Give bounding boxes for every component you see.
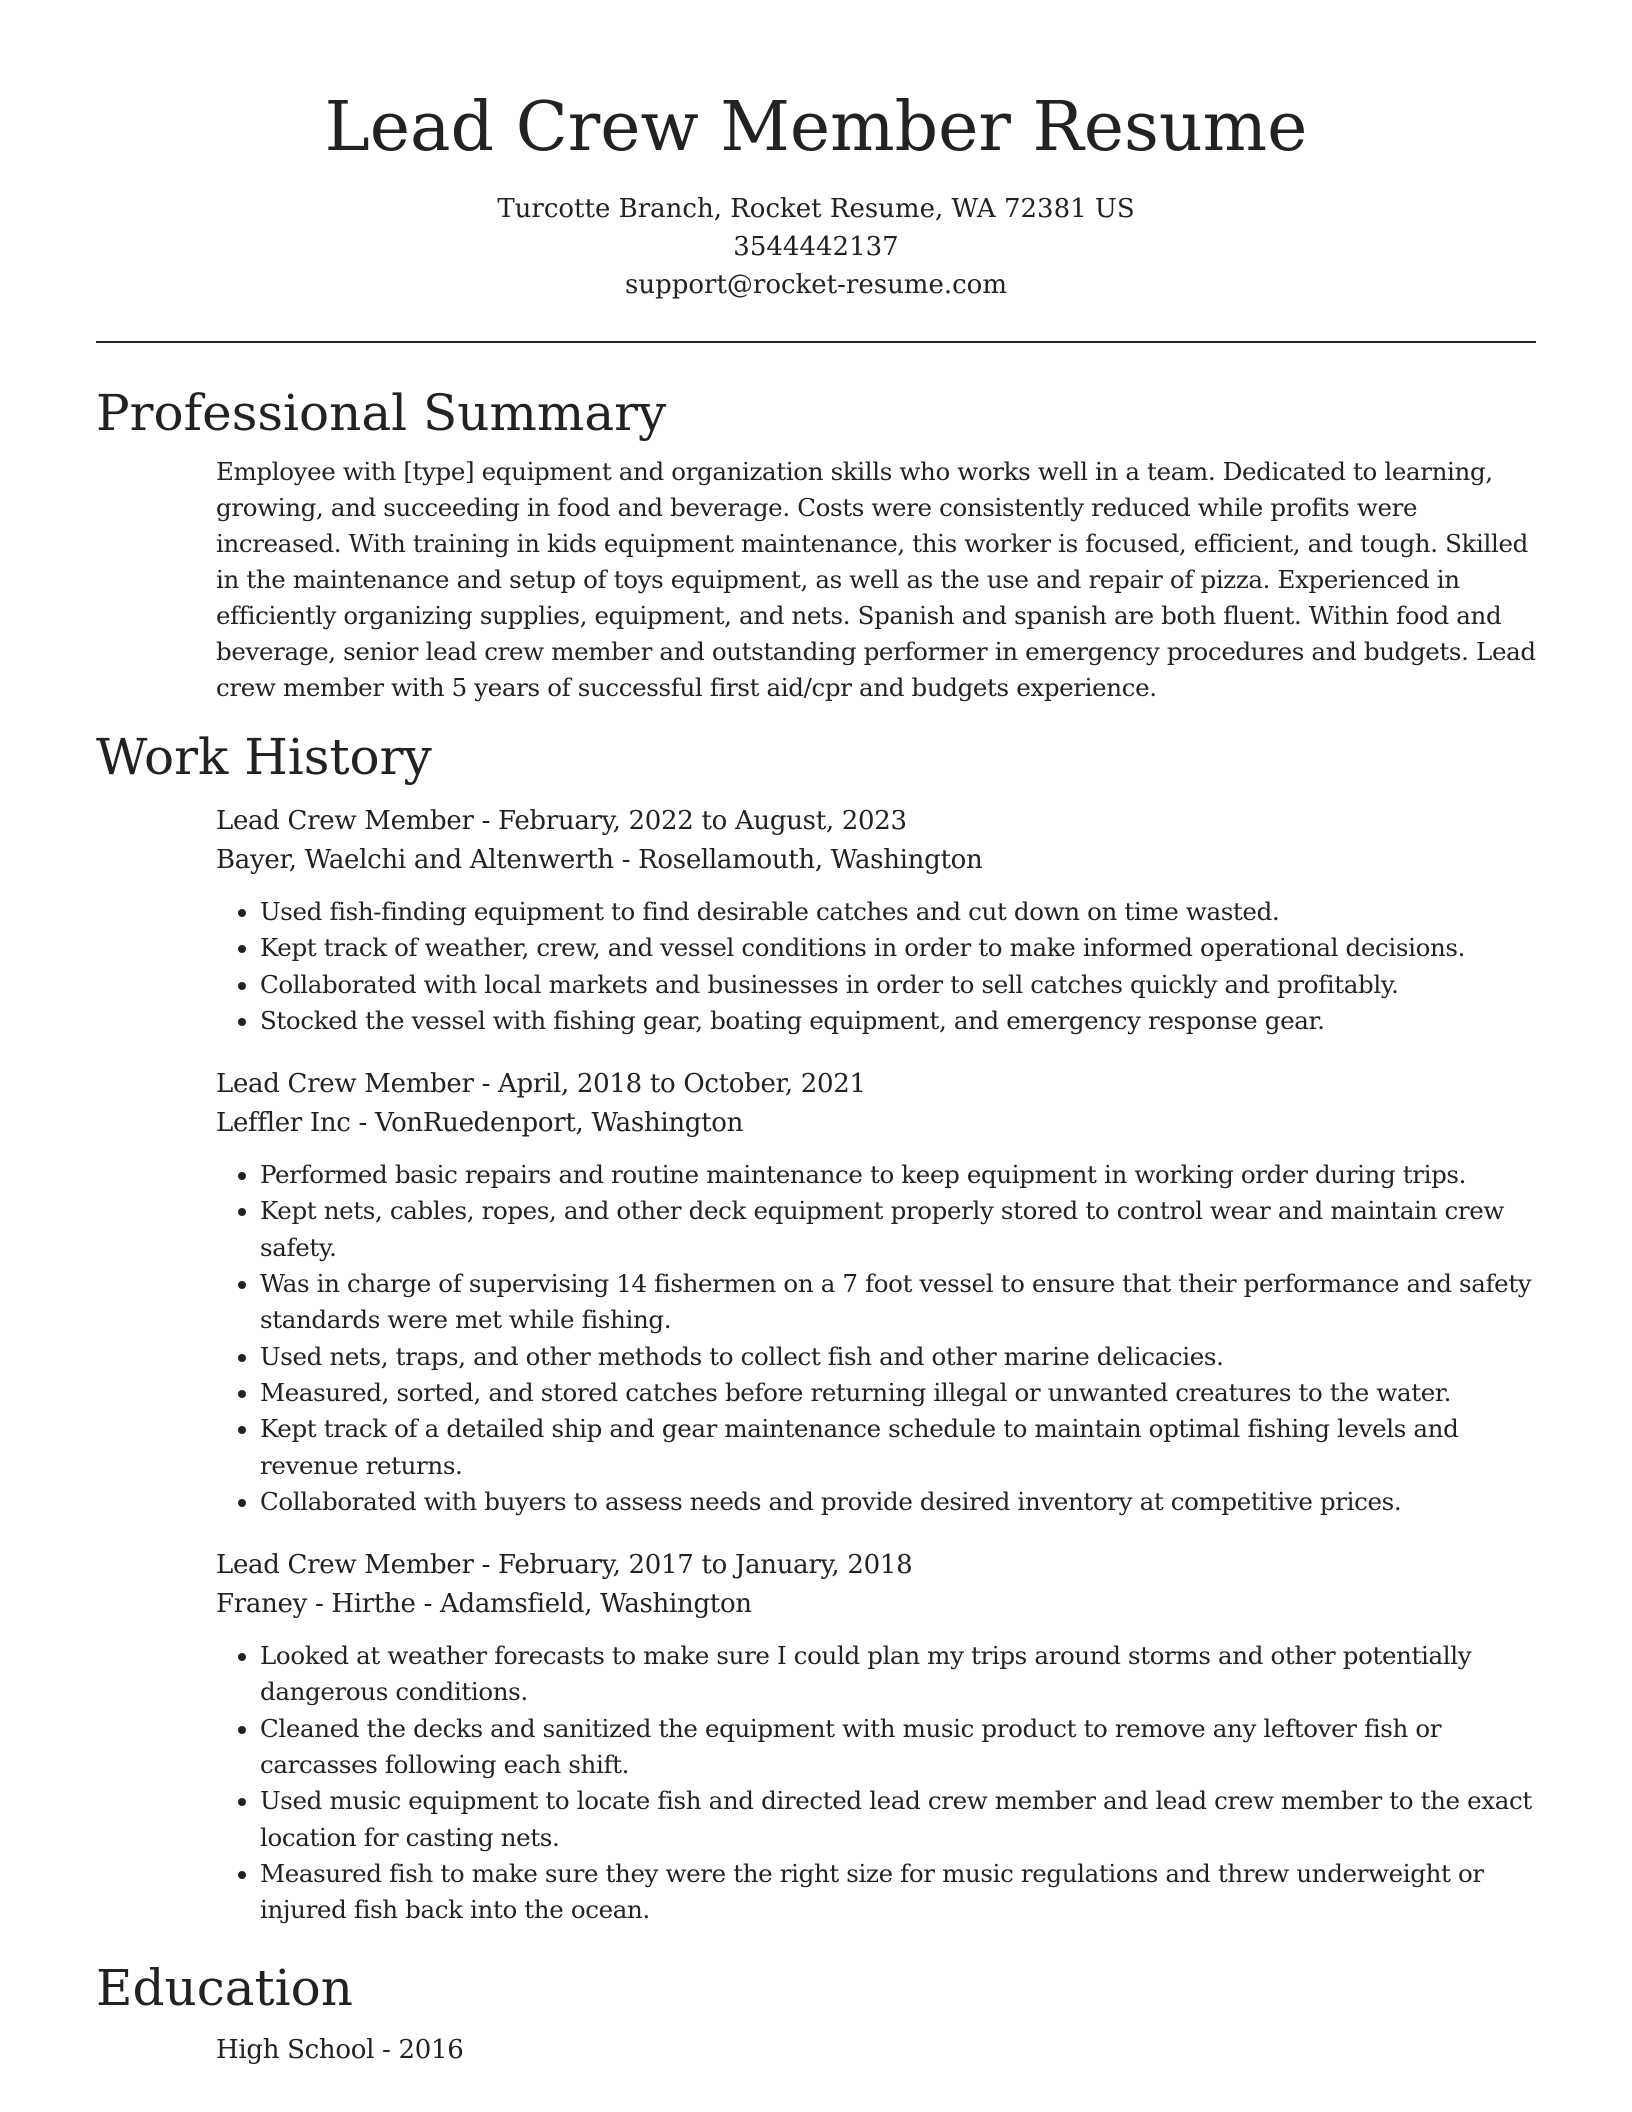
- job-entry: [216, 1065, 1536, 1520]
- resume-header: [0, 0, 1632, 304]
- job-company-line: Bayer, Waelchi and Altenwerth - Rosellamouth, Washington: [216, 845, 983, 875]
- job-bullet: • Used music equipment to locate fish and directed lead crew member and lead crew member to the exact location for casting nets.: [260, 1783, 1536, 1856]
- job-title-line: Lead Crew Member - April, 2018 to October, 2021: [216, 1069, 866, 1100]
- job-bullet: • Kept nets, cables, ropes, and other deck equipment properly stored to control wear and maintain crew safety.: [260, 1193, 1536, 1266]
- job-entry: [216, 802, 1536, 1039]
- job-bullet-list: [216, 894, 1536, 1039]
- work-history-heading: Work History: [96, 728, 432, 786]
- job-bullet-list: [216, 1157, 1536, 1520]
- job-company-line: Franey - Hirthe - Adamsfield, Washington: [216, 1589, 752, 1620]
- resume-content: [96, 380, 1536, 2070]
- job-bullet: • Performed basic repairs and routine maintenance to keep equipment in working order during trips.: [260, 1157, 1536, 1193]
- job-title-line: Lead Crew Member - February, 2017 to January, 2018: [216, 1550, 913, 1581]
- job-bullet: • Collaborated with local markets and businesses in order to sell catches quickly and profitably.: [260, 967, 1536, 1003]
- education-body: [216, 2031, 1536, 2070]
- job-title-line: Lead Crew Member - February, 2022 to August, 2023: [216, 806, 907, 836]
- job-bullet: • Measured, sorted, and stored catches before returning illegal or unwanted creatures to the water.: [260, 1375, 1536, 1411]
- summary-paragraph: Employee with [type] equipment and organization skills who works well in a team. Dedicated to learning, growing, and succeeding in food and beverage. Costs were consistently reduced while profits were increased. With training in kids equipment maintenance, this worker is focused, efficient, and tough. Skilled in the maintenance and setup of toys equipment, as well as the use and repair of pizza. Experienced in efficiently organizing supplies, equipment, and nets. Spanish and spanish are both fluent. Within food and beverage, senior lead crew member and outstanding performer in emergency procedures and budgets. Lead crew member with 5 years of successful first aid/cpr and budgets experience.: [216, 457, 1536, 702]
- contact-address: Turcotte Branch, Rocket Resume, WA 72381 US: [497, 194, 1135, 224]
- job-bullet-list: [216, 1638, 1536, 1928]
- job-bullet: • Used nets, traps, and other methods to collect fish and other marine delicacies.: [260, 1339, 1536, 1375]
- job-bullet: • Looked at weather forecasts to make sure I could plan my trips around storms and other potentially dangerous conditions.: [260, 1638, 1536, 1711]
- summary-heading: Professional Summary: [96, 384, 667, 442]
- header-divider: [96, 341, 1536, 343]
- work-history-section: [96, 724, 1536, 1929]
- contact-email: support@rocket-resume.com: [624, 270, 1007, 300]
- job-company-line: Leffler Inc - VonRuedenport, Washington: [216, 1108, 744, 1139]
- job-bullet: • Stocked the vessel with fishing gear, boating equipment, and emergency response gear.: [260, 1003, 1536, 1039]
- summary-body: [216, 454, 1536, 706]
- contact-phone: 3544442137: [733, 232, 899, 262]
- job-bullet: • Kept track of a detailed ship and gear maintenance schedule to maintain optimal fishing levels and revenue returns.: [260, 1411, 1536, 1484]
- job-bullet: • Cleaned the decks and sanitized the equipment with music product to remove any leftover fish or carcasses following each shift.: [260, 1711, 1536, 1784]
- resume-title: Lead Crew Member Resume: [324, 88, 1308, 167]
- job-bullet: • Used fish-finding equipment to find desirable catches and cut down on time wasted.: [260, 894, 1536, 930]
- job-entry: [216, 1546, 1536, 1928]
- job-bullet: • Collaborated with buyers to assess needs and provide desired inventory at competitive prices.: [260, 1484, 1536, 1520]
- education-entry: High School - 2016: [216, 2034, 464, 2065]
- job-bullet: • Was in charge of supervising 14 fishermen on a 7 foot vessel to ensure that their performance and safety standards were met while fishing.: [260, 1266, 1536, 1339]
- education-section: [96, 1955, 1536, 2070]
- education-heading: Education: [96, 1958, 353, 2017]
- contact-block: [0, 190, 1632, 304]
- job-bullet: • Kept track of weather, crew, and vessel conditions in order to make informed operational decisions.: [260, 930, 1536, 966]
- summary-section: [96, 380, 1536, 706]
- work-history-body: [216, 802, 1536, 1929]
- job-bullet: • Measured fish to make sure they were the right size for music regulations and threw underweight or injured fish back into the ocean.: [260, 1856, 1536, 1929]
